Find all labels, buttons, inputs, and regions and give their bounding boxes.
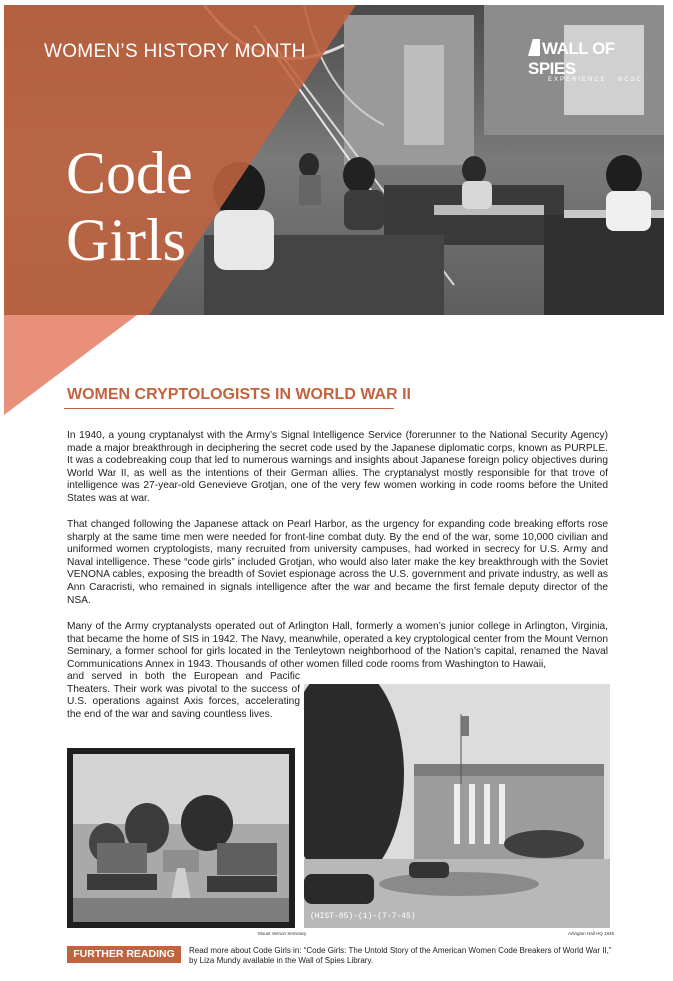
banner-kicker: WOMEN’S HISTORY MONTH — [44, 41, 306, 62]
corner-tick — [658, 5, 664, 6]
article-heading: WOMEN CRYPTOLOGISTS IN WORLD WAR II — [67, 386, 411, 403]
hero-banner — [4, 5, 664, 315]
right-photo-caption: Arlington Hall HQ 1945 — [568, 931, 615, 936]
heading-rule — [64, 408, 394, 409]
paragraph-1: In 1940, a young cryptanalyst with the Army’s Signal Intelligence Service (forerunner to the National Security Agency) made a major breakthrough in deciphering the secret code used by the Japanese diplomatic corps, known as PURPLE. It was a codebreaking coup that led to numerous warnings and insights about Japanese foreign policy objectives during World War II, as well as the intentions of their German allies. The cryptanalyst mostly responsible for that trove of intelligence was 27-year-old Genevieve Grotjan, one of the very few women working in code rooms before the United States was at war. — [67, 430, 608, 504]
paragraph-3: Many of the Army cryptanalysts operated out of Arlington Hall, formerly a women’s junior college in Arlington, Virginia, that became the home of SIS in 1942. The Navy, meanwhile, operated a key cryptological center from the Mount Vernon Seminary, a former school for girls located in the Tenleytown neighborhood of the Nation’s capital, renamed the Naval Communications Annex in 1943. Thousands of other women filled code rooms from Washington to Hawaii, — [67, 621, 608, 670]
paragraph-2: That changed following the Japanese attack on Pearl Harbor, as the urgency for expanding code breaking efforts rose sharply at the same time men were needed for front-line combat duty. By the end of the war, some 10,000 civilian and uniformed women cryptologists, many recruited from university campuses, had worked in secrecy for U.S. Army and Naval intelligence. These “code girls” included Grotjan, who would also later make the key breakthrough with the Soviet VENONA cables, exposing the breadth of Soviet espionage across the U.S. government and private industry, as well as Ann Caracristi, who remained in signals intelligence after the war and became the first female deputy director of the NSA. — [67, 519, 608, 606]
arlington-hall-photo — [304, 684, 610, 928]
further-reading-label: FURTHER READING — [67, 946, 181, 963]
title-line-1: Code — [66, 140, 193, 206]
photo-stamp: (HIST-85)-(1)-(7-7-45) — [310, 912, 416, 921]
logo-main-text: WALL OF SPIES — [528, 39, 615, 78]
wall-of-spies-logo — [528, 39, 664, 83]
mount-vernon-photo — [67, 748, 295, 928]
left-photo-caption: Mount Vernon Seminary — [258, 931, 307, 936]
logo-mark-icon — [528, 39, 540, 56]
further-reading-text: Read more about Code Girls in: “Code Girls: The Untold Story of the American Women Code Breakers of World War II,” by Liza Mundy available in the Wall of Spies Library. — [189, 946, 612, 965]
paragraph-4: and served in both the European and Pacific Theaters. Their work was pivotal to the success of U.S. operations against Axis forces, accelerating the end of the war and saving countless lives. — [67, 671, 300, 720]
logo-sub-text: EXPERIENCE · NCSC — [548, 77, 644, 83]
title-line-2: Girls — [66, 207, 186, 273]
